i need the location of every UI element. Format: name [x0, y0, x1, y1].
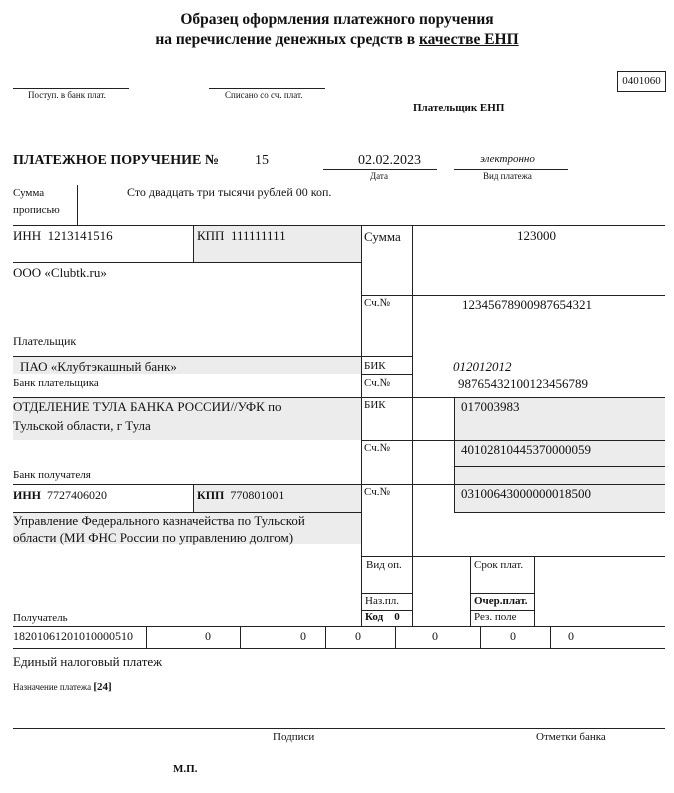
order-title: ПЛАТЕЖНОЕ ПОРУЧЕНИЕ №: [13, 153, 219, 168]
rec-accounts-left: [454, 397, 455, 512]
rec-kpp-divider: [193, 484, 194, 512]
rec-bik: 017003983: [461, 399, 520, 414]
order-label: Очер.плат.: [474, 595, 528, 607]
pay-term-label: Срок плат.: [474, 559, 524, 571]
payer-status: Плательщик ЕНП: [413, 102, 505, 114]
payer-bik: 012012012: [453, 359, 512, 374]
purpose-label-wrap: [13, 682, 112, 693]
rec-bank-account: 40102810445370000059: [461, 442, 591, 457]
rec-account: 03100643000000018500: [461, 486, 591, 501]
payer-kpp-label: КПП: [197, 228, 225, 243]
payer-kpp: [197, 229, 286, 242]
budget-period: 0: [355, 629, 361, 643]
op-type-label: Вид оп.: [366, 559, 402, 571]
payer-bank-label: Банк плательщика: [13, 377, 99, 389]
date-line: [323, 169, 437, 170]
sum-label: Сумма: [364, 229, 401, 244]
date-label: Дата: [370, 171, 388, 181]
purpose-label-suffix: [24]: [93, 681, 112, 693]
payterm-bottom: [470, 593, 534, 594]
purpose-bottom: [13, 728, 665, 729]
rec-inn-label: ИНН: [13, 488, 42, 502]
title-underlined: качестве ЕНП: [418, 31, 519, 48]
rec-account-label: Сч.№: [364, 486, 390, 498]
sum-bottom: [361, 295, 665, 296]
payer-bank-name: ПАО «Клубтэкашный банк»: [20, 359, 177, 374]
payer-name: ООО «Clubtk.ru»: [13, 265, 107, 280]
budget-oktmo: 0: [205, 629, 211, 643]
debited-label: Списано со сч. плат.: [225, 90, 303, 100]
doc-title-line1: Образец оформления платежного поручения: [180, 11, 494, 28]
rec-bank-name-2: Тульской области, г Тула: [13, 418, 151, 433]
payer-bik-label: БИК: [364, 360, 386, 372]
bank-received-line: [13, 88, 129, 89]
order-number: 15: [255, 153, 269, 168]
rec-account2-bottom: [454, 512, 665, 513]
payer-bank-account: 98765432100123456789: [458, 376, 588, 391]
signatures-label: Подписи: [273, 731, 315, 743]
payer-kpp-divider: [193, 226, 194, 262]
budget-kbk: 18201061201010000510: [13, 629, 133, 643]
payer-label: Плательщик: [13, 334, 77, 348]
amount-words-divider: [77, 185, 78, 225]
rec-name-1: Управление Федерального казначейства по Тульской: [13, 513, 305, 528]
order-date: 02.02.2023: [358, 153, 421, 168]
sum-value: 123000: [517, 228, 556, 243]
rec-kpp-value: 770801001: [230, 488, 285, 502]
budget-div-2: [240, 626, 241, 648]
rec-bik-bottom: [361, 440, 665, 441]
middle-divider: [361, 226, 362, 626]
rec-bank-name-1: ОТДЕЛЕНИЕ ТУЛА БАНКА РОССИИ//УФК по: [13, 399, 282, 414]
payer-bank-account-label: Сч.№: [364, 377, 390, 389]
payer-bottom: [13, 356, 412, 357]
doc-title-line2: [0, 32, 674, 48]
rec-bik-label: БИК: [364, 399, 386, 411]
budget-doc-number: 0: [432, 629, 438, 643]
reserve-label: Рез. поле: [474, 611, 517, 623]
optype-bottom: [361, 593, 412, 594]
payment-type-label: Вид платежа: [483, 171, 532, 181]
codes-divider-1: [470, 556, 471, 626]
payer-bik-bottom: [361, 374, 412, 375]
rec-bank-label: Банк получателя: [13, 469, 91, 481]
payer-account: 12345678900987654321: [462, 297, 592, 312]
amount-words-value: Сто двадцать три тысячи рублей 00 коп.: [127, 185, 332, 199]
purpose-label: Назначение платежа: [13, 682, 92, 692]
budget-div-5: [480, 626, 481, 648]
labels-divider: [412, 226, 413, 626]
rec-bank-bottom: [13, 484, 665, 485]
stamp-label: М.П.: [173, 763, 198, 775]
budget-div-4: [395, 626, 396, 648]
budget-row-bottom: [13, 648, 665, 649]
codes-top: [361, 556, 665, 557]
payer-inn: [13, 229, 113, 242]
payment-type: электронно: [480, 153, 535, 165]
purpose-text: Единый налоговый платеж: [13, 654, 163, 669]
code-value: 0: [394, 611, 400, 623]
code-label: Код: [365, 611, 384, 623]
recipient-bottom: [13, 626, 665, 627]
budget-doc-date: 0: [510, 629, 516, 643]
pay-purpose-label: Наз.пл.: [365, 595, 400, 607]
payer-bank-bottom: [13, 397, 665, 398]
payment-type-line: [454, 169, 568, 170]
rec-name-2: области (МИ ФНС России по управлению долгом): [13, 530, 294, 545]
rec-kpp-label: КПП: [197, 488, 225, 502]
payer-inn-value: 1213141516: [47, 228, 113, 243]
bank-received-label: Поступ. в банк плат.: [28, 90, 106, 100]
budget-div-6: [550, 626, 551, 648]
payer-inn-bottom: [13, 262, 361, 263]
debited-line: [209, 88, 325, 89]
payer-inn-label: ИНН: [13, 228, 42, 243]
payer-account-label: Сч.№: [364, 297, 390, 309]
bank-marks-label: Отметки банка: [536, 731, 606, 743]
budget-div-3: [325, 626, 326, 648]
rec-bank-account-label: Сч.№: [364, 442, 390, 454]
title-prefix: на перечисление денежных средств в: [155, 31, 419, 48]
budget-basis: 0: [300, 629, 306, 643]
budget-div-1: [146, 626, 147, 648]
budget-type: 0: [568, 629, 574, 643]
rec-inn-value: 7727406020: [47, 488, 108, 502]
codes-divider-2: [534, 556, 535, 626]
amount-words-label1: Сумма: [13, 187, 45, 199]
form-code: 0401060: [617, 71, 666, 92]
amount-words-label2: прописью: [13, 204, 60, 216]
payer-kpp-value: 111111111: [230, 228, 286, 243]
recipient-label: Получатель: [13, 612, 68, 624]
rec-account-bottom: [454, 466, 665, 467]
